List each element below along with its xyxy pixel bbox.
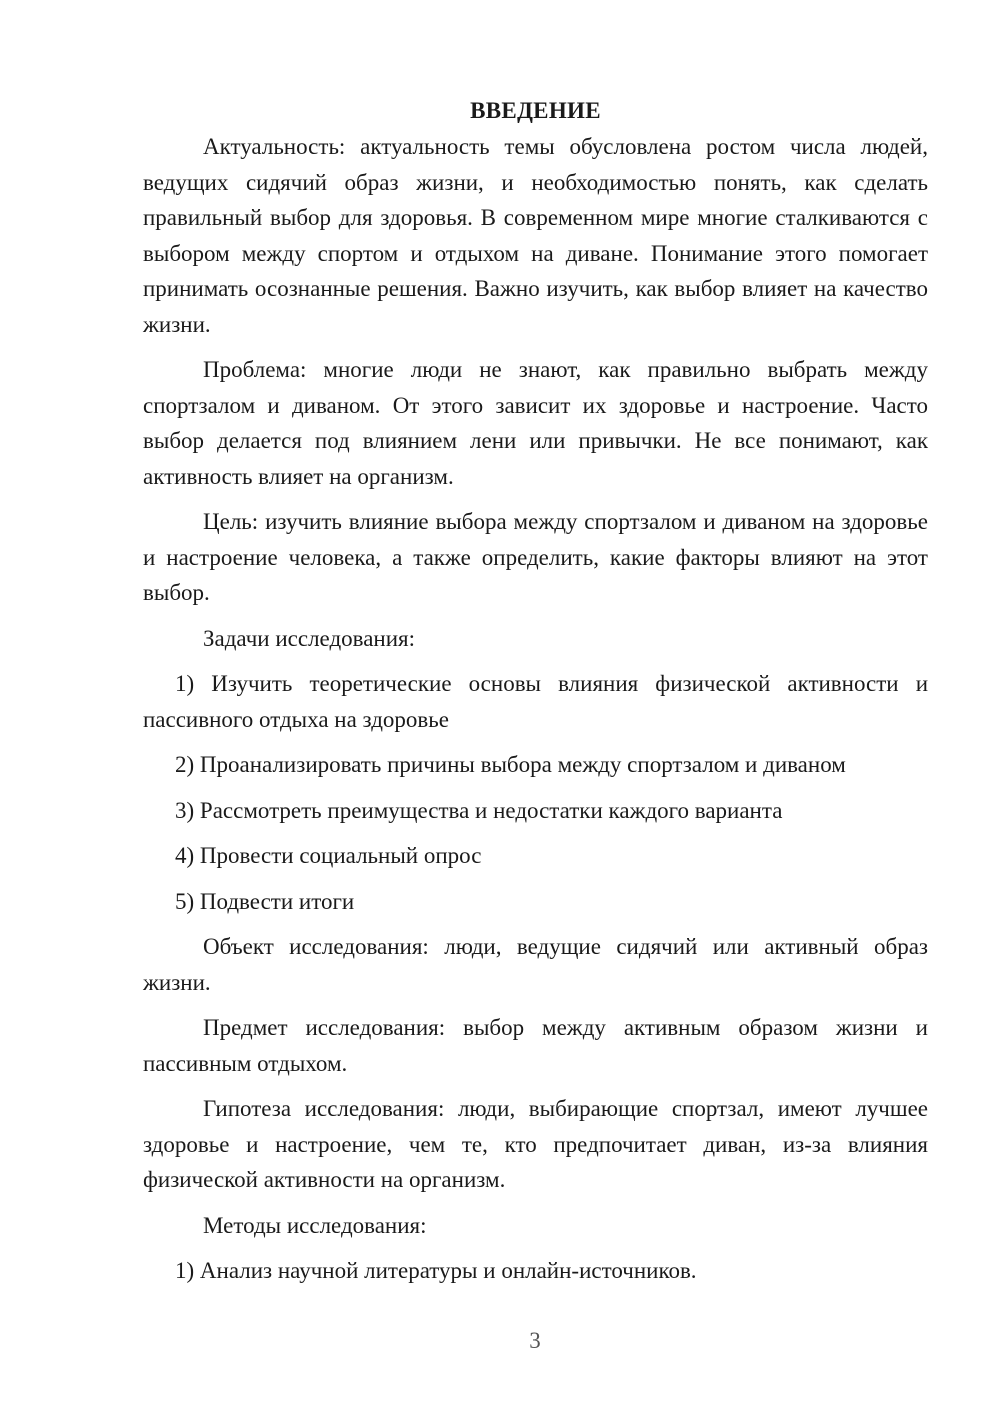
page-number: 3 [529,1328,541,1353]
paragraph-problem: Проблема: многие люди не знают, как правильно выбрать между спортзалом и диваном. От этого зависит их здоровье и настроение. Часто выбор делается под влиянием лени или привычки. Не все понимают, как активность влияет на организм. [143,357,928,489]
list-item: 4) Провести социальный опрос [175,843,482,868]
list-item: 1) Изучить теоретические основы влияния физической активности и пассивного отдыха на здоровье [143,671,928,732]
list-item: 2) Проанализировать причины выбора между спортзалом и диваном [175,752,846,777]
page-content [143,93,928,1299]
list-item: 5) Подвести итоги [175,888,355,914]
paragraph-goal: Цель: изучить влияние выбора между спортзалом и диваном на здоровье и настроение человека, а также определить, какие факторы влияют на этот выбор. [143,509,928,605]
paragraph-relevance: Актуальность: актуальность темы обусловлена ростом числа людей, ведущих сидячий образ жизни, и необходимостью понять, как сделать правильный выбор для здоровья. В современном мире многие сталкиваются с выбором между спортом и отдыхом на диване. Понимание этого помогает принимать осознанные решения. Важно изучить, как выбор влияет на качество жизни. [143,134,928,337]
paragraph-hypothesis: Гипотеза исследования: люди, выбирающие спортзал, имеют лучшее здоровье и настроение, чем те, кто предпочитает диван, из-за влияния физической активности на организм. [143,1096,928,1192]
list-item: 3) Рассмотреть преимущества и недостатки каждого варианта [175,797,783,823]
section-title: ВВЕДЕНИЕ [470,98,601,123]
methods-list [143,1253,928,1289]
paragraph-object: Объект исследования: люди, ведущие сидячий или активный образ жизни. [143,934,928,995]
tasks-heading: Задачи исследования: [203,625,416,651]
paragraph-subject: Предмет исследования: выбор между активным образом жизни и пассивным отдыхом. [143,1015,928,1076]
list-item: 1) Анализ научной литературы и онлайн-источников. [175,1258,697,1283]
tasks-list [143,666,928,919]
methods-heading: Методы исследования: [203,1212,427,1238]
